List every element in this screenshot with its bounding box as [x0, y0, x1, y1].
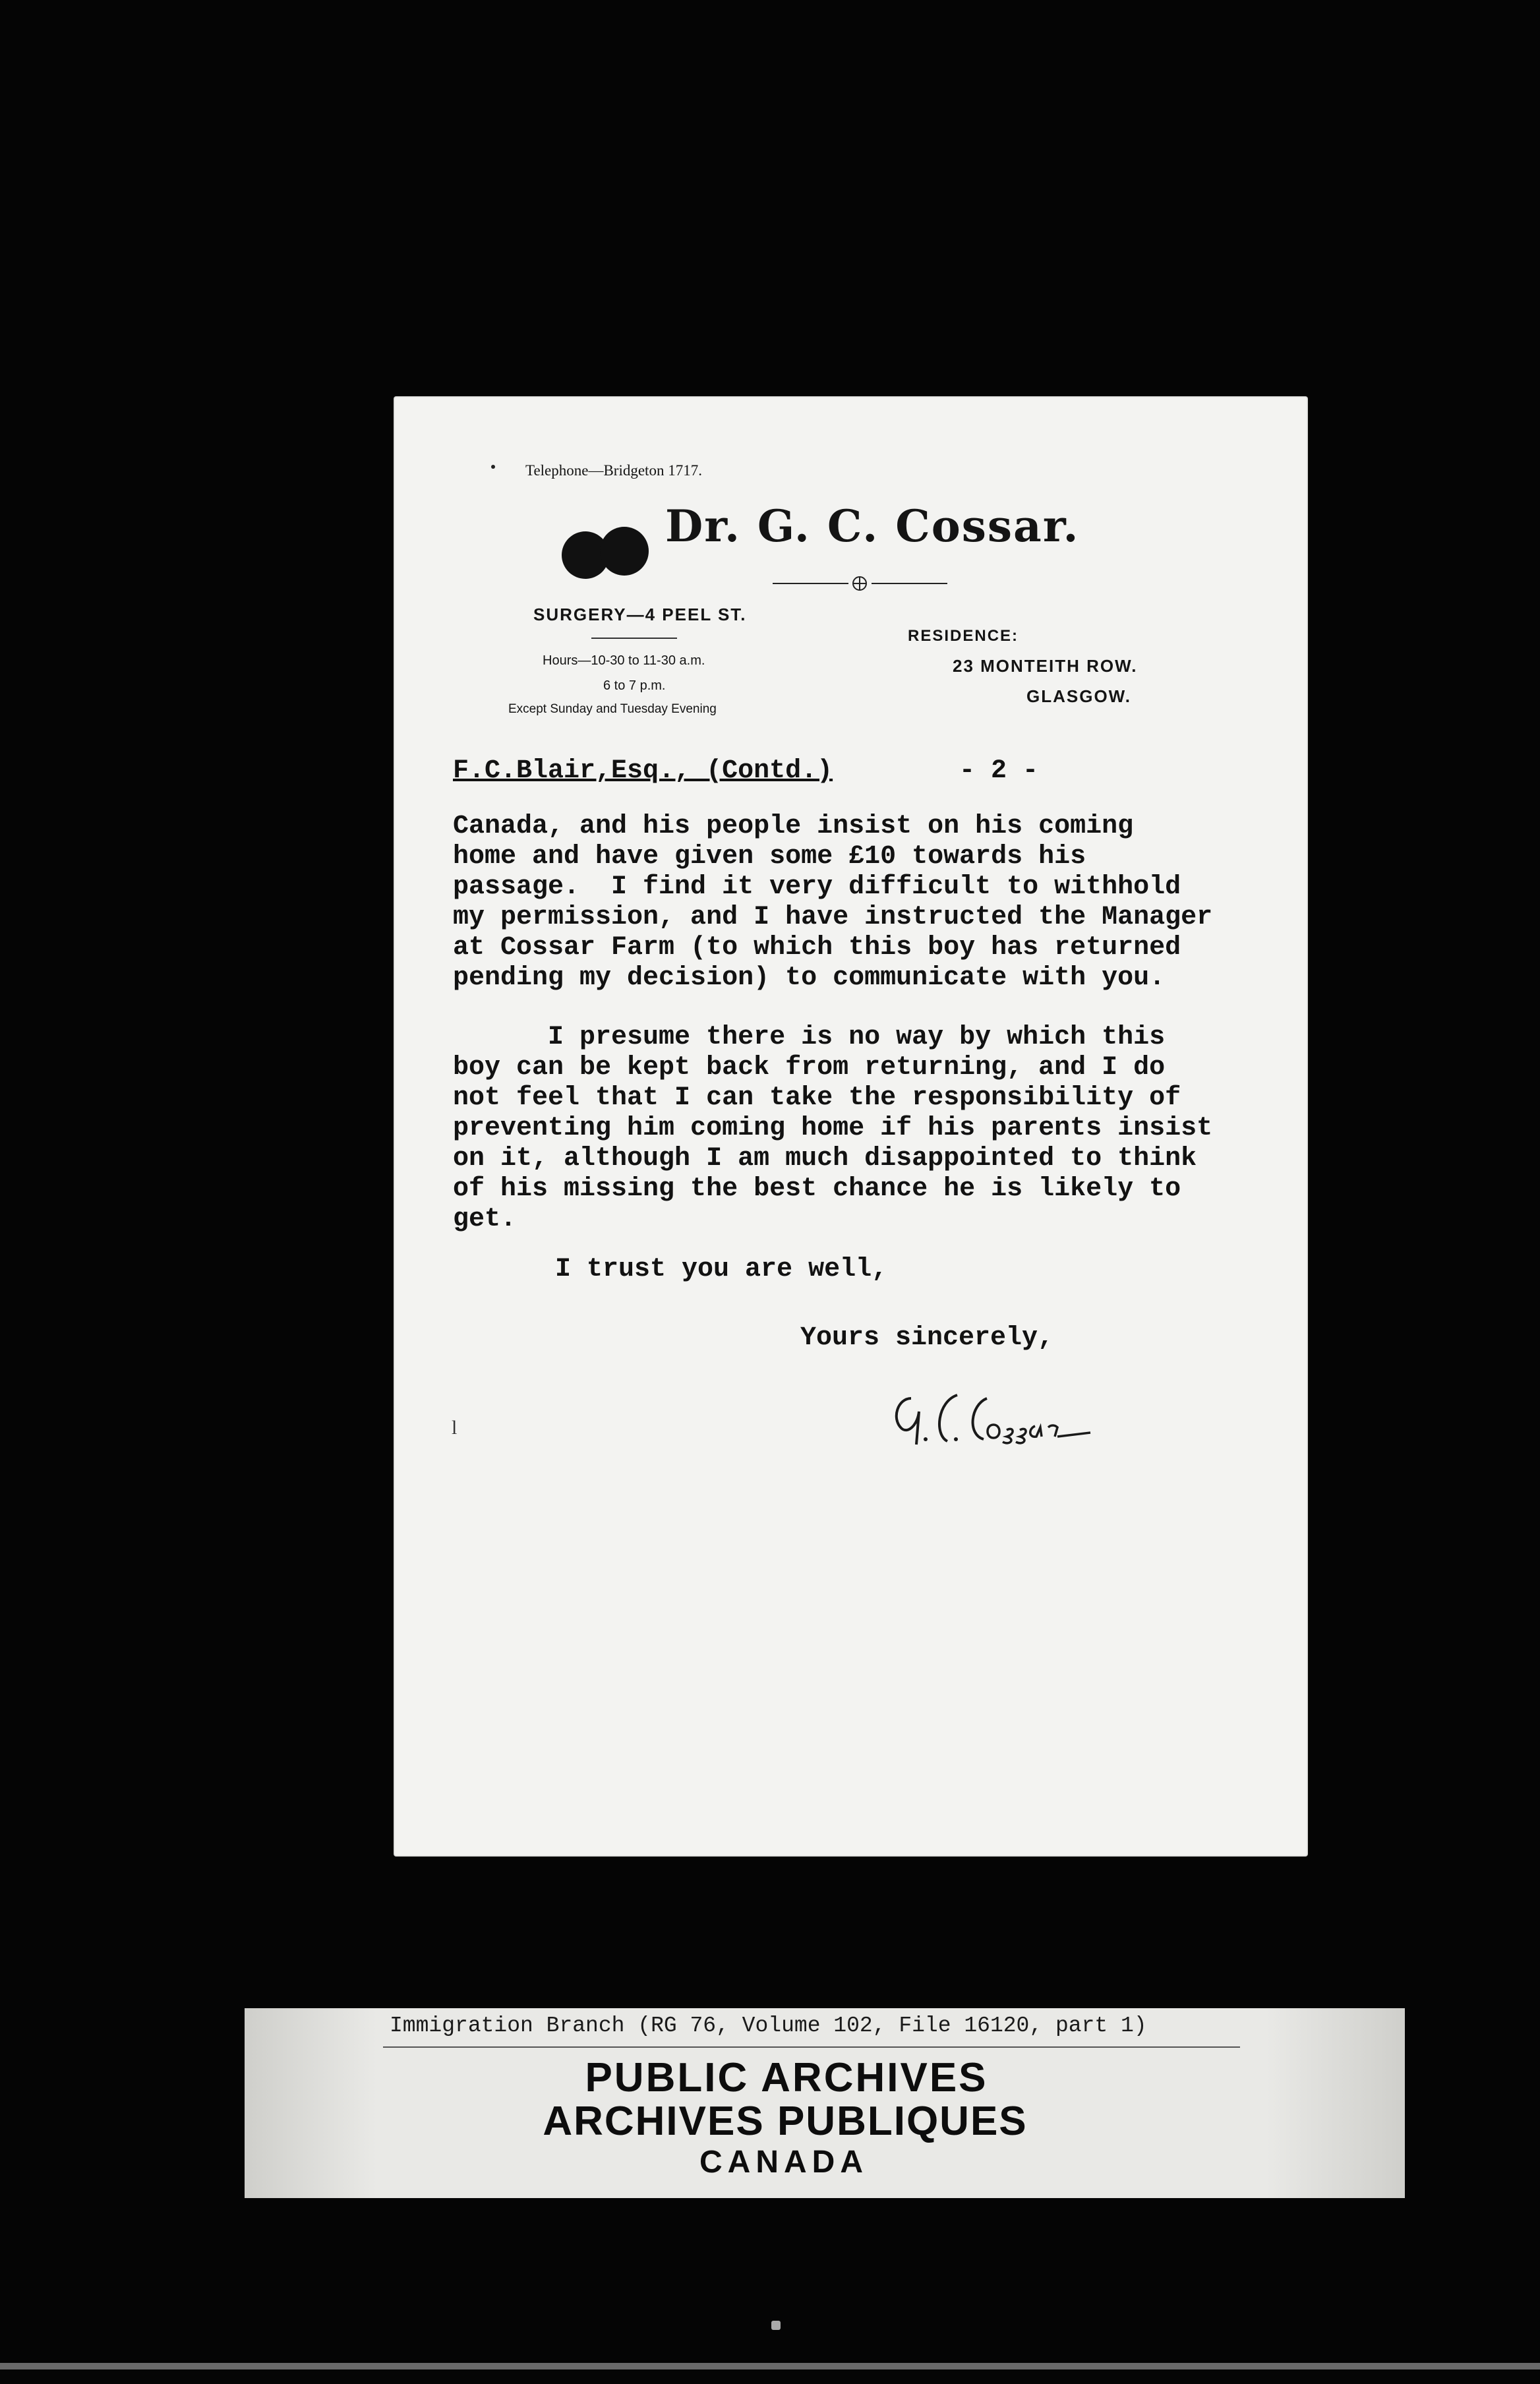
bullet-dot	[491, 465, 495, 469]
letterhead-hours-2: 6 to 7 p.m.	[603, 678, 666, 693]
film-edge	[0, 2363, 1540, 2369]
ink-blot	[600, 527, 649, 576]
body-line: boy can be kept back from returning, and I do	[453, 1053, 1166, 1083]
body-line: passage. I find it very difficult to withhold	[453, 872, 1181, 902]
letterhead-hours-3: Except Sunday and Tuesday Evening	[508, 702, 717, 716]
paragraph-gap	[453, 994, 1297, 1023]
archives-country: CANADA	[699, 2145, 868, 2180]
letterhead-hours-1: Hours—10-30 to 11-30 a.m.	[543, 653, 705, 668]
divider	[591, 638, 677, 639]
letter-trust-line: I trust you are well,	[555, 1255, 888, 1284]
body-line: Canada, and his people insist on his coming	[453, 812, 1134, 841]
archives-title-french: ARCHIVES PUBLIQUES	[543, 2099, 1028, 2144]
body-line: of his missing the best chance he is likely to	[453, 1174, 1181, 1204]
handwritten-signature	[885, 1379, 1096, 1458]
archives-label	[245, 2008, 1405, 2198]
page-number: - 2 -	[959, 756, 1039, 786]
body-line: at Cossar Farm (to which this boy has returned	[453, 933, 1181, 963]
letterhead-surgery: SURGERY—4 PEEL ST.	[533, 605, 747, 624]
body-line: on it, although I am much disappointed to think	[453, 1144, 1197, 1174]
margin-mark: l	[452, 1417, 458, 1439]
body-line: not feel that I can take the responsibility of	[453, 1083, 1181, 1113]
letter-closing: Yours sincerely,	[800, 1323, 1054, 1353]
body-line: I presume there is no way by which this	[453, 1023, 1166, 1052]
archives-reference: Immigration Branch (RG 76, Volume 102, File 16120, part 1)	[390, 2013, 1147, 2038]
letter-page	[394, 396, 1308, 1857]
body-line: my permission, and I have instructed the Manager	[453, 903, 1213, 932]
body-line: pending my decision) to communicate with you.	[453, 963, 1166, 993]
archives-title-english: PUBLIC ARCHIVES	[585, 2055, 988, 2101]
letterhead-residence-label: RESIDENCE:	[908, 627, 1019, 645]
body-line: preventing him coming home if his parents insist	[453, 1114, 1213, 1143]
letterhead-residence-line2: GLASGOW.	[1026, 686, 1131, 706]
letter-body	[453, 812, 1297, 1235]
film-mark	[771, 2321, 781, 2330]
letterhead-name: Dr. G. C. Cossar.	[665, 500, 1080, 552]
divider	[383, 2046, 1240, 2048]
letterhead-residence-line1: 23 MONTEITH ROW.	[953, 656, 1138, 676]
body-line: get.	[453, 1205, 517, 1234]
body-line: home and have given some £10 towards his	[453, 842, 1086, 872]
ornament-rule-icon	[773, 570, 947, 597]
letter-salutation: F.C.Blair,Esq., (Contd.)	[453, 756, 833, 786]
letterhead-telephone: Telephone—Bridgeton 1717.	[525, 462, 702, 479]
